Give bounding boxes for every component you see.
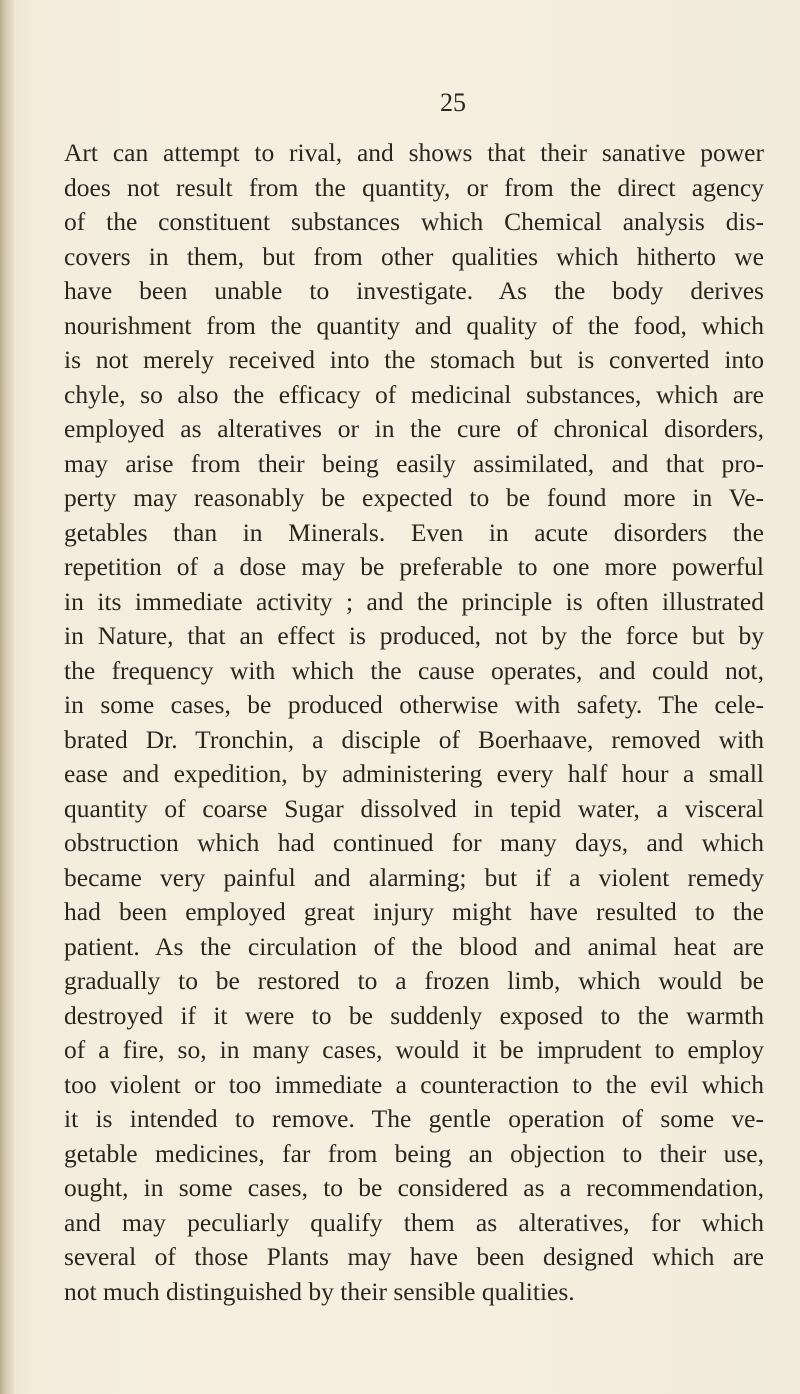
page-binding-edge — [0, 0, 14, 1394]
text-line: patient. As the circulation of the blood and animal heat are — [64, 931, 764, 961]
text-line: of a fire, so, in many cases, would it be imprudent to employ — [64, 1035, 764, 1064]
text-line: the frequency with which the cause operates, and could not, — [64, 655, 764, 685]
text-line: of the constituent substances which Chemical analysis dis- — [64, 207, 764, 236]
text-line: repetition of a dose may be preferable to one more powerful — [64, 552, 764, 581]
page-number: 25 — [440, 88, 466, 117]
text-line: too violent or too immediate a counteraction to the evil which — [64, 1069, 764, 1099]
text-line: employed as alteratives or in the cure of chronical disorders, — [64, 414, 764, 443]
text-line: in its immediate activity ; and the principle is often illustrated — [64, 586, 764, 616]
text-line: several of those Plants may have been designed which are — [64, 1242, 764, 1271]
text-line: and may peculiarly qualify them as alteratives, for which — [64, 1207, 764, 1237]
body-text — [64, 136, 764, 1309]
text-line: Art can attempt to rival, and shows that their sanative power — [64, 138, 764, 167]
text-line: in some cases, be produced otherwise with safety. The cele- — [64, 690, 764, 719]
text-line: chyle, so also the efficacy of medicinal substances, which are — [64, 379, 764, 409]
text-line: does not result from the quantity, or from the direct agency — [64, 172, 764, 202]
text-line: have been unable to investigate. As the body derives — [64, 276, 764, 305]
text-line: getable medicines, far from being an objection to their use, — [64, 1138, 764, 1168]
text-line: it is intended to remove. The gentle operation of some ve- — [64, 1104, 764, 1133]
text-line: gradually to be restored to a frozen limb, which would be — [64, 966, 764, 995]
text-line: destroyed if it were to be suddenly exposed to the warmth — [64, 1000, 764, 1030]
text-line: became very painful and alarming; but if a violent remedy — [64, 862, 764, 892]
text-line: had been employed great injury might have resulted to the — [64, 897, 764, 926]
text-line: getables than in Minerals. Even in acute disorders the — [64, 517, 764, 547]
text-line: is not merely received into the stomach but is converted into — [64, 345, 764, 374]
text-line: covers in them, but from other qualities which hitherto we — [64, 241, 764, 271]
text-line: obstruction which had continued for many days, and which — [64, 828, 764, 857]
text-line: not much distinguished by their sensible qualities. — [64, 1276, 575, 1306]
text-line: perty may reasonably be expected to be found more in Ve- — [64, 483, 764, 512]
text-line: brated Dr. Tronchin, a disciple of Boerhaave, removed with — [64, 724, 764, 754]
text-line: nourishment from the quantity and quality of the food, which — [64, 310, 764, 340]
text-line: quantity of coarse Sugar dissolved in tepid water, a visceral — [64, 793, 764, 823]
text-line: in Nature, that an effect is produced, not by the force but by — [64, 621, 764, 650]
text-line: ought, in some cases, to be considered as a recommendation, — [64, 1173, 764, 1202]
text-line: ease and expedition, by administering every half hour a small — [64, 759, 764, 788]
text-line: may arise from their being easily assimilated, and that pro- — [64, 448, 764, 478]
